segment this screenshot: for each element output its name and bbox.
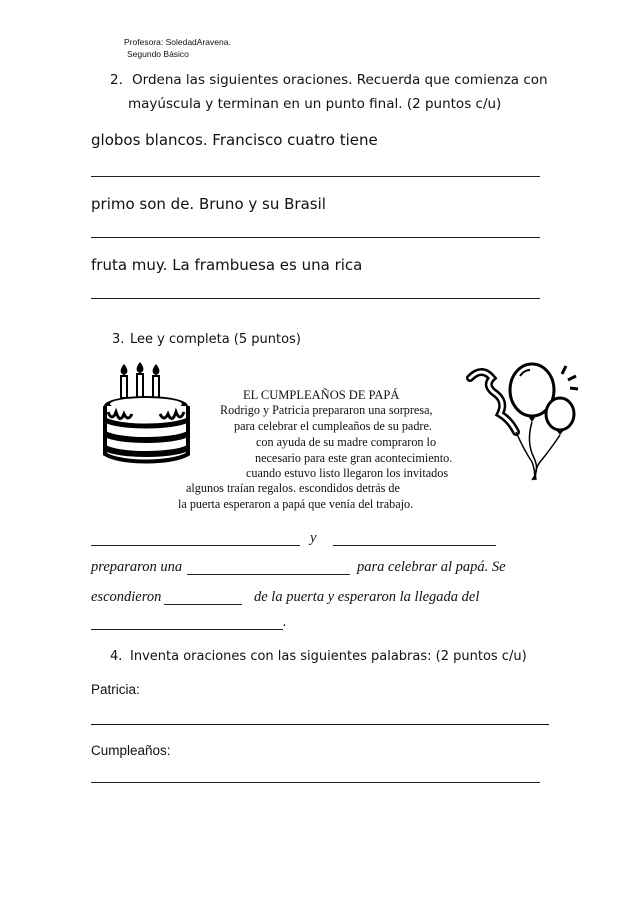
cloze-y: y	[310, 530, 317, 546]
blank-name-2[interactable]	[333, 545, 496, 546]
blank-name-1[interactable]	[91, 545, 300, 546]
balloons-icon	[462, 358, 584, 482]
answer-line-3[interactable]	[91, 298, 540, 299]
story-title: EL CUMPLEAÑOS DE PAPÁ	[243, 388, 400, 402]
grade-level: Segundo Básico	[127, 49, 189, 59]
q4-number: 4.	[110, 649, 123, 664]
blank-invitados[interactable]	[164, 604, 242, 605]
q4-instruction: Inventa oraciones con las siguientes palabras: (2 puntos c/u)	[130, 649, 527, 664]
story-line-7: la puerta esperaron a papá que venía del trabajo.	[178, 497, 414, 511]
birthday-cake-icon	[100, 362, 192, 466]
answer-line-cumpleanos[interactable]	[91, 782, 540, 783]
teacher-name: Profesora: SoledadAravena.	[124, 37, 231, 47]
blank-papa[interactable]	[91, 629, 283, 630]
story-line-4: necesario para este gran acontecimiento.	[255, 451, 453, 465]
story-line-6: algunos traían regalos. escondidos detrás de	[186, 481, 400, 495]
scrambled-sentence-2: primo son de. Bruno y su Brasil	[91, 195, 326, 213]
word-cumpleanos: Cumpleaños:	[91, 743, 171, 758]
story-line-3: con ayuda de su madre compraron lo	[256, 435, 437, 449]
scrambled-sentence-3: fruta muy. La frambuesa es una rica	[91, 256, 363, 274]
cloze-end: .	[283, 614, 287, 630]
story-line-2: para celebrar el cumpleaños de su padre.	[234, 419, 432, 433]
story-line-1: Rodrigo y Patricia prepararon una sorpresa,	[220, 403, 433, 417]
cloze-puerta: de la puerta y esperaron la llegada del	[254, 589, 480, 605]
story-line-5: cuando estuvo listo llegaron los invitados	[246, 466, 449, 480]
blank-sorpresa[interactable]	[187, 574, 350, 575]
word-patricia: Patricia:	[91, 682, 140, 697]
q2-number: 2.	[110, 72, 123, 88]
q3-number: 3.	[112, 332, 125, 347]
cloze-escondieron: escondieron	[91, 589, 162, 605]
q3-instruction: Lee y completa (5 puntos)	[130, 332, 301, 347]
cloze-prepararon: prepararon una	[91, 559, 183, 575]
q2-instruction-line2: mayúscula y terminan en un punto final. (2 puntos c/u)	[128, 96, 502, 112]
answer-line-patricia[interactable]	[91, 724, 549, 725]
q2-instruction-line1: Ordena las siguientes oraciones. Recuerda que comienza con	[132, 72, 548, 88]
answer-line-2[interactable]	[91, 237, 540, 238]
answer-line-1[interactable]	[91, 176, 540, 177]
scrambled-sentence-1: globos blancos. Francisco cuatro tiene	[91, 131, 378, 149]
cloze-para-celebrar: para celebrar al papá. Se	[357, 559, 506, 575]
